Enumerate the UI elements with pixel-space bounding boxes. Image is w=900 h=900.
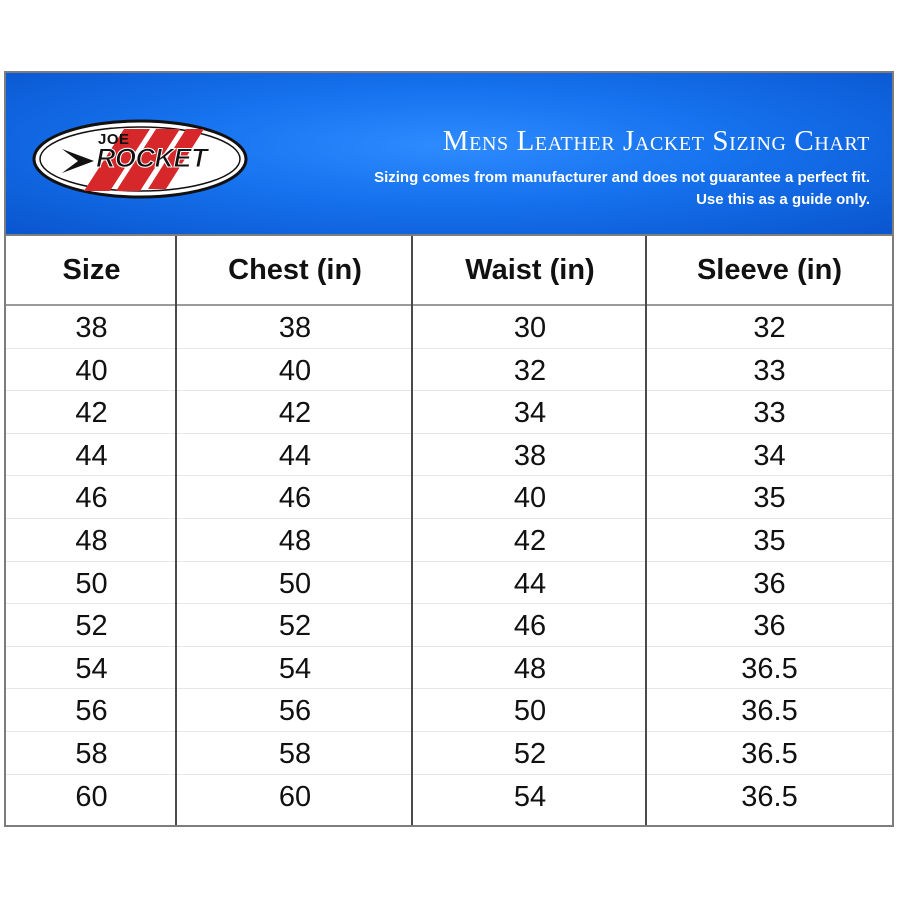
size-cell: 52 (75, 610, 108, 643)
joe-rocket-logo (32, 119, 248, 199)
waist-cell: 44 (513, 567, 547, 600)
table-row (6, 476, 892, 519)
size-cell: 48 (75, 524, 108, 557)
chest-cell: 46 (278, 482, 312, 515)
logo-joe-text: JOE (98, 131, 130, 148)
sleeve-cell: 36.5 (741, 695, 798, 728)
sleeve-cell: 35 (753, 524, 786, 557)
size-cell: 44 (75, 439, 108, 472)
chart-title: Mens Leather Jacket Sizing Chart (442, 125, 870, 157)
table-row (6, 434, 892, 477)
waist-cell: 50 (513, 695, 547, 728)
waist-cell: 34 (513, 397, 547, 430)
column-divider (411, 236, 413, 825)
sleeve-cell: 36 (753, 567, 786, 600)
sleeve-cell: 36.5 (741, 780, 798, 813)
disclaimer (374, 167, 870, 211)
sleeve-cell: 33 (753, 397, 786, 430)
chest-cell: 56 (278, 695, 312, 728)
sleeve-cell: 35 (753, 482, 786, 515)
size-cell: 56 (75, 695, 108, 728)
size-cell: 54 (75, 652, 108, 685)
waist-cell: 52 (513, 737, 547, 770)
table-header-row (6, 236, 892, 306)
disclaimer-line-2: Use this as a guide only. (696, 191, 870, 208)
column-header-size: Size (62, 253, 121, 286)
waist-cell: 48 (513, 652, 547, 685)
chest-cell: 60 (278, 780, 312, 813)
column-header-chest: Chest (in) (228, 253, 362, 286)
column-divider (175, 236, 177, 825)
table-row (6, 689, 892, 732)
column-header-sleeve: Sleeve (in) (696, 253, 843, 286)
chest-cell: 44 (278, 439, 312, 472)
waist-cell: 32 (513, 354, 547, 387)
waist-cell: 54 (513, 780, 547, 813)
table-row (6, 604, 892, 647)
column-divider (645, 236, 647, 825)
disclaimer-line-1: Sizing comes from manufacturer and does not guarantee a perfect fit. (374, 169, 870, 186)
size-cell: 38 (75, 312, 108, 344)
table-row (6, 519, 892, 562)
size-cell: 58 (75, 737, 108, 770)
size-cell: 42 (75, 397, 108, 430)
chest-cell: 48 (278, 524, 312, 557)
sleeve-cell: 36 (753, 610, 786, 643)
logo-rocket-text: ROCKET (96, 143, 207, 173)
sizing-chart (4, 71, 894, 827)
size-cell: 60 (75, 780, 108, 813)
size-table (6, 236, 892, 817)
waist-cell: 40 (513, 482, 547, 515)
sleeve-cell: 32 (753, 312, 786, 344)
size-cell: 40 (75, 354, 108, 387)
size-cell: 50 (75, 567, 108, 600)
chest-cell: 52 (278, 610, 312, 643)
sleeve-cell: 36.5 (741, 652, 798, 685)
waist-cell: 30 (513, 312, 547, 344)
waist-cell: 42 (513, 524, 547, 557)
chest-cell: 42 (278, 397, 312, 430)
table-row (6, 562, 892, 605)
chest-cell: 58 (278, 737, 312, 770)
table-row (6, 391, 892, 434)
table-body (6, 306, 892, 817)
chest-cell: 54 (278, 652, 312, 685)
sleeve-cell: 36.5 (741, 737, 798, 770)
table-row (6, 775, 892, 818)
chest-cell: 40 (278, 354, 312, 387)
chest-cell: 38 (278, 312, 312, 344)
size-cell: 46 (75, 482, 108, 515)
waist-cell: 38 (513, 439, 547, 472)
sleeve-cell: 34 (753, 439, 786, 472)
waist-cell: 46 (513, 610, 547, 643)
table-row (6, 306, 892, 349)
table-row (6, 349, 892, 392)
table-row (6, 732, 892, 775)
header-banner (6, 73, 892, 236)
table-row (6, 647, 892, 690)
column-header-waist: Waist (in) (465, 253, 595, 286)
sleeve-cell: 33 (753, 354, 786, 387)
chest-cell: 50 (278, 567, 312, 600)
